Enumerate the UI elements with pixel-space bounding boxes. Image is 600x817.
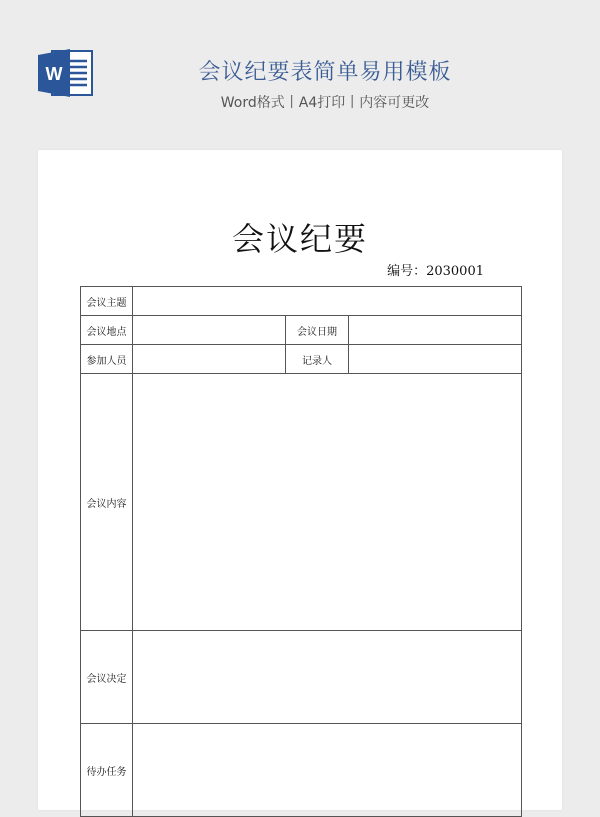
date-field[interactable] bbox=[349, 316, 522, 345]
table-row bbox=[81, 631, 522, 724]
topic-label: 会议主题 bbox=[81, 287, 133, 316]
location-field[interactable] bbox=[133, 316, 286, 345]
document-number: 编号：2030001 bbox=[387, 264, 484, 279]
word-icon bbox=[38, 47, 94, 99]
decision-field[interactable] bbox=[133, 631, 522, 724]
template-banner bbox=[0, 0, 600, 150]
decision-label: 会议决定 bbox=[81, 631, 133, 724]
todo-label: 待办任务 bbox=[81, 724, 133, 817]
table-row bbox=[81, 287, 522, 316]
todo-field[interactable] bbox=[133, 724, 522, 817]
attendees-label: 参加人员 bbox=[81, 345, 133, 374]
banner-title: 会议纪要表简单易用模板 bbox=[198, 60, 452, 85]
document-title: 会议纪要 bbox=[231, 220, 368, 258]
location-label: 会议地点 bbox=[81, 316, 133, 345]
document-page bbox=[38, 150, 562, 810]
meeting-minutes-table bbox=[80, 286, 522, 817]
table-row bbox=[81, 316, 522, 345]
recorder-field[interactable] bbox=[349, 345, 522, 374]
table-row bbox=[81, 345, 522, 374]
table-row bbox=[81, 374, 522, 631]
word-icon-letter: W bbox=[45, 64, 63, 84]
topic-field[interactable] bbox=[133, 287, 522, 316]
banner-subtitle: Word格式丨A4打印丨内容可更改 bbox=[220, 95, 430, 111]
table-row bbox=[81, 724, 522, 817]
content-label: 会议内容 bbox=[81, 374, 133, 631]
content-field[interactable] bbox=[133, 374, 522, 631]
date-label: 会议日期 bbox=[286, 316, 349, 345]
recorder-label: 记录人 bbox=[286, 345, 349, 374]
attendees-field[interactable] bbox=[133, 345, 286, 374]
